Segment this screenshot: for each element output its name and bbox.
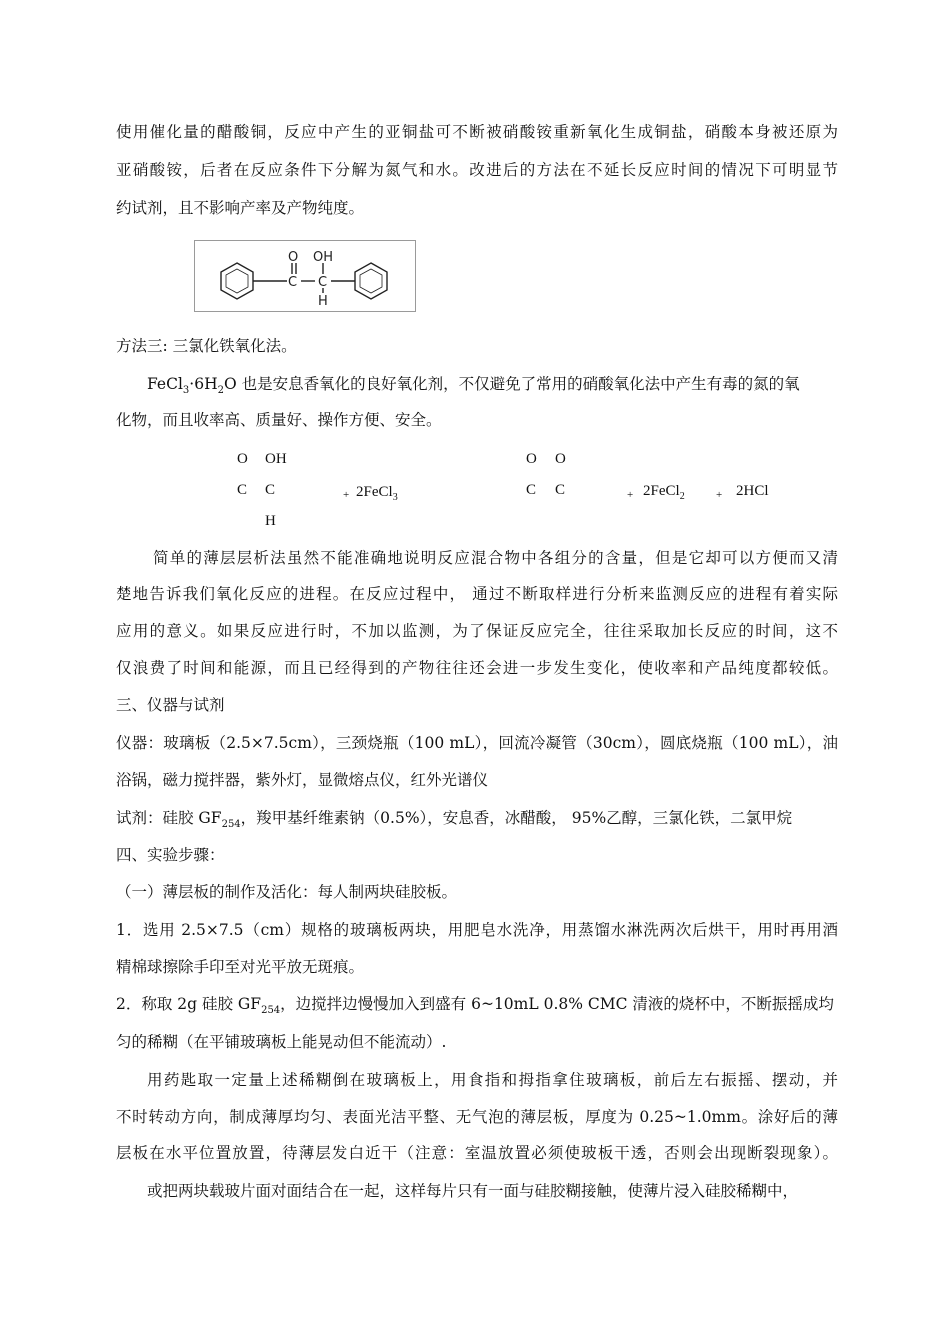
- paragraph-line: 用药匙取一定量上述稀糊倒在玻璃板上，用食指和拇指拿住玻璃板，前后左右振摇、摆动，并: [147, 1071, 838, 1089]
- formula-part: FeCl: [147, 375, 183, 393]
- benzene-ring-right-inner: [360, 269, 382, 293]
- paragraph-line: 不时转动方向，制成薄厚均匀、表面光洁平整、无气泡的薄层板，厚度为 0.25~1.0mm。涂好后的薄: [116, 1108, 838, 1126]
- step-line: [116, 994, 838, 1014]
- eq-product: 2HCl: [736, 483, 769, 499]
- atom-label: C: [288, 275, 298, 290]
- paragraph-line: 楚地告诉我们氧化反应的进程。在反应过程中， 通过不断取样进行分析来监测反应的进程有着实际: [116, 585, 838, 603]
- formula-part: O: [223, 375, 237, 393]
- step-line: 精棉球擦除手印至对光平放无斑痕。: [116, 958, 365, 976]
- step-line: 匀的稀糊（在平铺玻璃板上能晃动但不能流动）.: [116, 1033, 447, 1051]
- method3-heading: 方法三: 三氯化铁氧化法。: [116, 337, 297, 355]
- atom-label: O: [288, 250, 299, 265]
- reagents-subscript: 254: [221, 819, 241, 828]
- fecl3-line1: [147, 374, 838, 394]
- subsection-heading: （一）薄层板的制作及活化：每人制两块硅胶板。: [116, 883, 458, 901]
- formula-subscript: 3: [182, 385, 190, 394]
- eq-atom: C: [526, 482, 537, 498]
- reagents-text: ，羧甲基纤维素钠（0.5%），安息香，冰醋酸， 95%乙醇，三氯化铁，二氯甲烷: [240, 809, 793, 827]
- instruments-line: 浴锅，磁力搅拌器，紫外灯，显微熔点仪，红外光谱仪: [116, 771, 489, 789]
- eq-atom: C: [237, 482, 248, 498]
- eq-product: [643, 482, 685, 500]
- atom-label: H: [318, 294, 328, 309]
- benzoin-structure-drawing: [195, 241, 417, 313]
- eq-atom: C: [555, 482, 566, 498]
- eq-atom: C: [265, 482, 276, 498]
- paragraph-line: 或把两块载玻片面对面结合在一起，这样每片只有一面与硅胶糊接触，使薄片浸入硅胶稀糊中，: [147, 1182, 799, 1200]
- atom-label: OH: [313, 250, 334, 265]
- benzoin-structure-figure: [194, 240, 416, 312]
- paragraph-line: 约试剂，且不影响产率及产物纯度。: [116, 199, 365, 217]
- paragraph-line: 简单的薄层层析法虽然不能准确地说明反应混合物中各组分的含量，但是它却可以方便而又清: [153, 549, 838, 567]
- step-text: 2．称取 2g 硅胶 GF: [116, 995, 262, 1013]
- reagents-text: 试剂：硅胶 GF: [116, 809, 222, 827]
- eq-subscript: 2: [679, 491, 685, 502]
- eq-reagent: [356, 483, 398, 501]
- eq-atom: O: [526, 451, 537, 467]
- eq-atom: H: [265, 513, 276, 529]
- eq-plus: +: [716, 489, 723, 501]
- section-heading: 四、实验步骤：: [116, 846, 225, 864]
- step-subscript: 254: [261, 1005, 281, 1014]
- step-line: 1．选用 2.5×7.5（cm）规格的玻璃板两块，用肥皂水洗净，用蒸馏水淋洗两次后烘干，用时再用酒: [116, 921, 838, 939]
- eq-subscript: 3: [392, 492, 398, 503]
- paragraph-line: 使用催化量的醋酸铜，反应中产生的亚铜盐可不断被硝酸铵重新氧化生成铜盐，硝酸本身被还原为: [116, 123, 838, 141]
- step-text: ，边搅拌边慢慢加入到盛有 6~10mL 0.8% CMC 清液的烧杯中，不断振摇成均: [280, 995, 834, 1013]
- benzene-ring-left-inner: [226, 269, 248, 293]
- eq-reagent-text: 2FeCl: [356, 484, 393, 500]
- eq-product-text: 2FeCl: [643, 483, 680, 499]
- paragraph-text: 也是安息香氧化的良好氧化剂，不仅避免了常用的硝酸氧化法中产生有毒的氮的氧: [236, 375, 800, 393]
- instruments-line: 仪器：玻璃板（2.5×7.5cm），三颈烧瓶（100 mL），回流冷凝管（30cm），圆底烧瓶（100 mL），油: [116, 734, 838, 752]
- formula-subscript: 2: [217, 385, 224, 394]
- paragraph-line: 化物，而且收率高、质量好、操作方便、安全。: [116, 411, 442, 429]
- paragraph-line: 应用的意义。如果反应进行时，不加以监测，为了保证反应完全，往往采取加长反应的时间，这不: [116, 622, 838, 640]
- paragraph-line: 层板在水平位置放置，待薄层发白近干（注意：室温放置必须使玻板干透，否则会出现断裂现象）。: [116, 1144, 838, 1162]
- atom-label: C: [318, 275, 328, 290]
- reagents-line: [116, 808, 838, 828]
- section-heading: 三、仪器与试剂: [116, 696, 225, 714]
- eq-plus: +: [627, 489, 634, 501]
- eq-atom: O: [237, 451, 248, 467]
- paragraph-line: 仅浪费了时间和能源，而且已经得到的产物往往还会进一步发生变化，使收率和产品纯度都较低。: [116, 659, 838, 677]
- formula-part: ·6H: [189, 375, 218, 393]
- paragraph-line: 亚硝酸铵，后者在反应条件下分解为氮气和水。改进后的方法在不延长反应时间的情况下可明显节: [116, 161, 838, 179]
- eq-atom: OH: [265, 451, 287, 467]
- eq-atom: O: [555, 451, 566, 467]
- eq-plus: +: [343, 489, 350, 501]
